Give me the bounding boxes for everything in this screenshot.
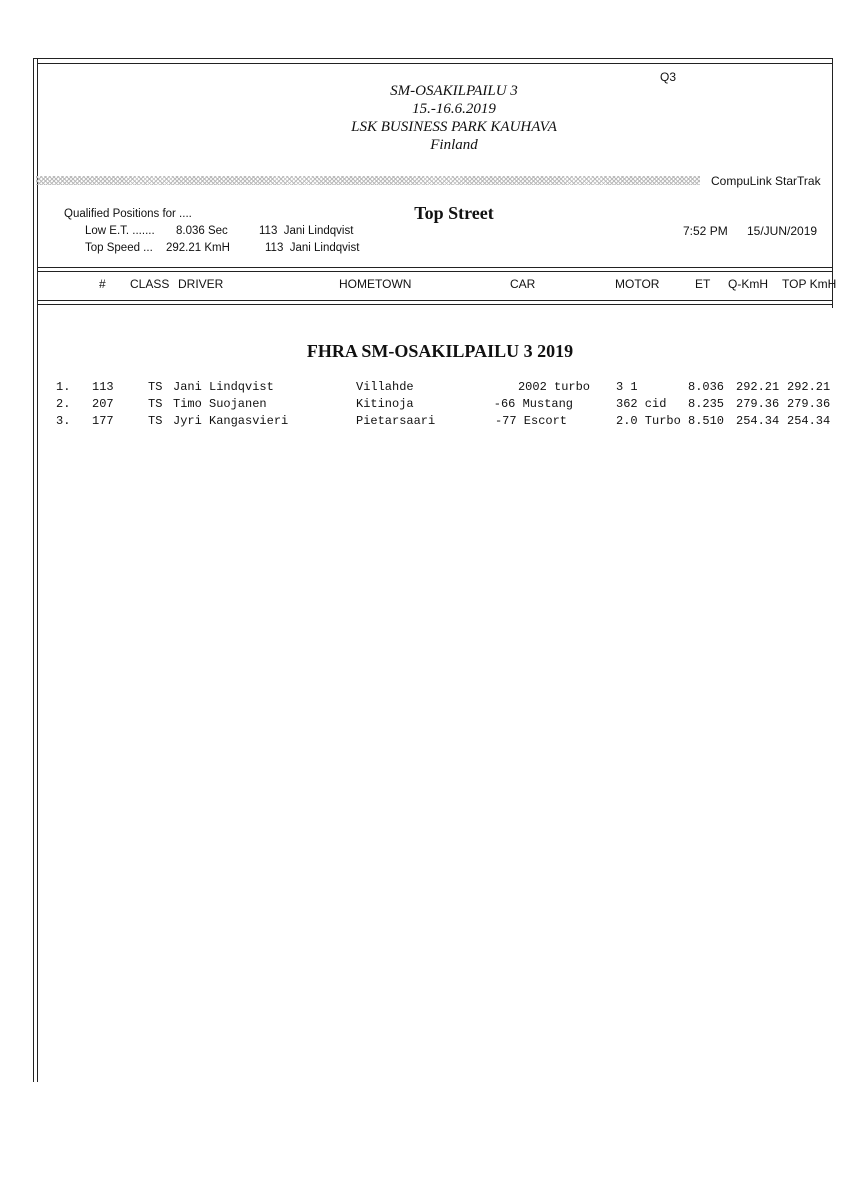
event-venue: LSK BUSINESS PARK KAUHAVA [351,119,557,135]
event-country: Finland [430,137,478,153]
row-car: -66 Mustang [493,397,573,411]
col-qkmh: Q-KmH [728,277,768,291]
top-border [33,58,833,59]
event-dates: 15.-16.6.2019 [412,101,496,117]
col-hometown: HOMETOWN [339,277,412,291]
hatch-divider [36,176,700,185]
event-name: SM-OSAKILPAILU 3 [390,83,518,99]
row-qkmh: 279.36 [736,397,780,411]
top-border-inner [37,63,833,64]
col-topkmh: TOP KmH [782,277,837,291]
row-hometown: Pietarsaari [356,414,436,428]
row-num: 113 [92,380,114,394]
row-car: 2002 turbo [517,380,590,394]
header-rule-top [37,267,833,268]
low-et-value: 8.036 Sec [176,225,228,237]
row-qkmh: 254.34 [736,414,780,428]
row-motor: 3 1 [616,380,638,394]
row-pos: 1. [56,380,71,394]
row-hometown: Villahde [356,380,414,394]
qualified-label: Qualified Positions for .... [64,208,192,220]
row-topkmh: 292.21 [787,380,831,394]
header-rule-top-2 [37,271,833,272]
row-motor: 362 cid [616,397,667,411]
row-pos: 3. [56,414,71,428]
col-driver: DRIVER [178,277,224,291]
row-driver: Jyri Kangasvieri [173,414,289,428]
system-name: CompuLink StarTrak [711,174,821,188]
row-num: 177 [92,414,114,428]
row-driver: Jani Lindqvist [173,380,274,394]
row-num: 207 [92,397,114,411]
row-motor: 2.0 Turbo [616,414,681,428]
row-class: TS [148,397,163,411]
section-title: FHRA SM-OSAKILPAILU 3 2019 [306,341,574,361]
col-motor: MOTOR [615,277,660,291]
top-speed-value: 292.21 KmH [166,242,230,254]
top-speed-label: Top Speed ... [85,242,153,254]
page-code: Q3 [660,70,677,84]
col-car: CAR [510,277,536,291]
row-qkmh: 292.21 [736,380,780,394]
class-title: Top Street [414,203,494,223]
row-driver: Timo Suojanen [173,397,267,411]
col-num: # [99,277,106,291]
header-rule-bottom [37,300,833,301]
row-class: TS [148,380,163,394]
row-hometown: Kitinoja [356,397,414,411]
row-pos: 2. [56,397,71,411]
row-topkmh: 279.36 [787,397,831,411]
row-et: 8.036 [688,380,725,394]
low-et-driver: 113 Jani Lindqvist [259,225,354,237]
row-class: TS [148,414,163,428]
row-topkmh: 254.34 [787,414,831,428]
report-time: 7:52 PM [683,224,728,238]
header-rule-bottom-2 [37,304,833,305]
left-border-inner [37,58,38,1082]
report-date: 15/JUN/2019 [747,224,818,238]
col-et: ET [695,277,711,291]
col-class: CLASS [130,277,170,291]
left-border [33,58,34,1082]
row-et: 8.510 [688,414,725,428]
row-et: 8.235 [688,397,725,411]
row-car: -77 Escort [494,414,567,428]
top-speed-driver: 113 Jani Lindqvist [265,242,360,254]
low-et-label: Low E.T. ....... [85,225,155,237]
